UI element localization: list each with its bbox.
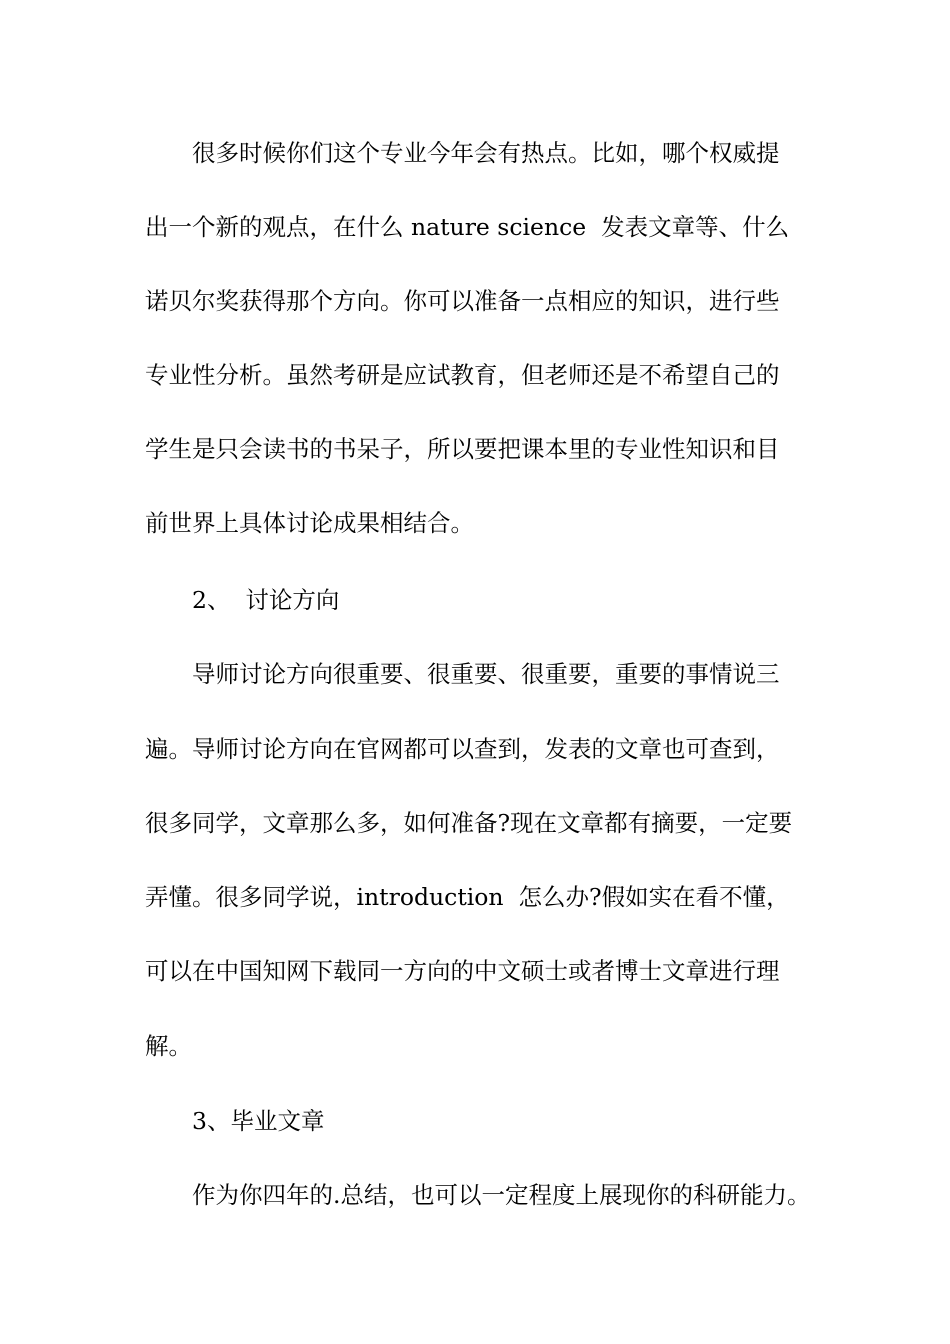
section-heading-2: 2、 讨论方向: [192, 586, 340, 614]
paragraph-3-line-5: 可以在中国知网下载同一方向的中文硕士或者博士文章进行理: [145, 957, 780, 985]
paragraph-1-line-2: 出一个新的观点，在什么 nature science 发表文章等、什么: [145, 213, 790, 241]
paragraph-1-line-3: 诺贝尔奖获得那个方向。你可以准备一点相应的知识，进行些: [145, 287, 780, 315]
paragraph-3-line-2: 遍。导师讨论方向在官网都可以查到，发表的文章也可查到，: [145, 735, 780, 763]
paragraph-3-line-1: 导师讨论方向很重要、很重要、很重要，重要的事情说三: [192, 660, 780, 688]
section-heading-3: 3、毕业文章: [192, 1107, 325, 1135]
paragraph-1-line-6: 前世界上具体讨论成果相结合。: [145, 509, 474, 537]
paragraph-3-line-3: 很多同学，文章那么多，如何准备?现在文章都有摘要，一定要: [145, 809, 793, 837]
paragraph-1-line-5: 学生是只会读书的书呆子，所以要把课本里的专业性知识和目: [145, 435, 780, 463]
paragraph-1-line-4: 专业性分析。虽然考研是应试教育，但老师还是不希望自己的: [145, 361, 780, 389]
paragraph-3-line-6: 解。: [145, 1032, 192, 1060]
paragraph-1-line-1: 很多时候你们这个专业今年会有热点。比如，哪个权威提: [192, 139, 780, 167]
paragraph-3-line-4: 弄懂。很多同学说，introduction 怎么办?假如实在看不懂，: [145, 883, 790, 911]
paragraph-5-line-1: 作为你四年的.总结，也可以一定程度上展现你的科研能力。: [192, 1181, 811, 1209]
